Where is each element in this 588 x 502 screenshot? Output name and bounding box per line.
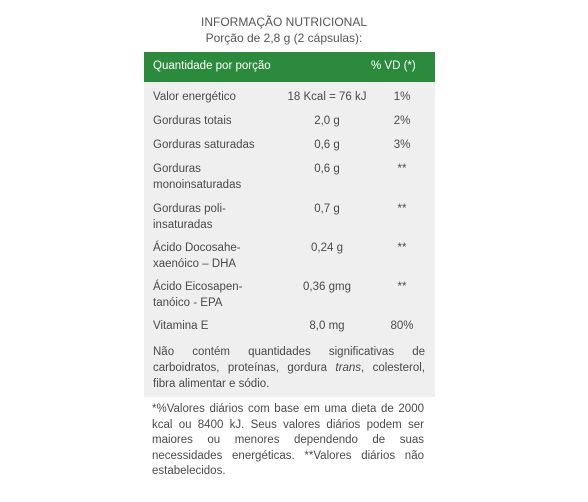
note-text-end: , colesterol, fibra alimentar e sódio. [153, 362, 425, 390]
nutrient-name-line: Gorduras [153, 163, 201, 175]
footnote: *%Valores diários com base em uma dieta de 2000 kcal ou 8400 kJ. Seus valores diários podem ser maiores ou menores dependendo de suas necessidades energéticas. **Valores diários não estabelecidos. [152, 403, 424, 477]
nutrient-quantity: 0,7 g [314, 203, 340, 215]
nutrient-name [153, 161, 273, 193]
nutrient-quantity: 2,0 g [314, 115, 340, 127]
nutrient-quantity: 0,6 g [314, 163, 340, 175]
nutrient-name: Gorduras totais [153, 115, 232, 127]
table-header [144, 52, 435, 82]
note-text: Não contém quantidades significativas de carboidratos, proteínas, gordura [153, 346, 425, 374]
nutrient-name: Vitamina E [153, 320, 209, 332]
portion-text: Porção de 2,8 g (2 cápsulas): [205, 31, 363, 45]
nutrient-vd: ** [397, 242, 407, 254]
note-italic-text: trans [335, 362, 361, 374]
nutrient-vd: 1% [393, 91, 411, 103]
nutrient-name-line: insaturadas [153, 219, 213, 231]
column-header-quantity: Quantidade por porção [153, 60, 271, 72]
nutrition-title: INFORMAÇÃO NUTRICIONAL [200, 15, 367, 29]
nutrition-table [144, 52, 435, 397]
nutrient-name [153, 240, 273, 272]
nutrient-name [153, 279, 273, 311]
nutrient-vd: ** [397, 281, 407, 293]
nutrient-vd: 3% [393, 139, 411, 151]
nutrient-name: Gorduras saturadas [153, 139, 255, 151]
nutrient-quantity: 18 Kcal = 76 kJ [287, 91, 367, 103]
nutrient-vd: 80% [390, 320, 414, 332]
nutrient-name-line: Ácido Eicosapen- [153, 281, 243, 293]
nutrient-quantity: 0,24 g [311, 242, 343, 254]
nutrient-quantity: 8,0 mg [309, 320, 345, 332]
column-header-vd: % VD (*) [371, 60, 416, 72]
nutrition-header [144, 14, 424, 46]
nutrient-vd: ** [397, 203, 407, 215]
nutrient-name-line: Gorduras poli- [153, 203, 226, 215]
nutrient-name-line: xaenóico – DHA [153, 258, 237, 270]
nutrient-name-line: Ácido Docosahe- [153, 242, 241, 254]
nutrient-name [153, 201, 273, 233]
nutrient-quantity: 0,6 g [314, 139, 340, 151]
nutrient-name: Valor energético [153, 91, 236, 103]
nutrition-note [153, 344, 425, 392]
nutrient-vd: 2% [393, 115, 411, 127]
nutrient-vd: ** [397, 163, 407, 175]
nutrient-name-line: tanóico - EPA [153, 297, 223, 309]
nutrient-name-line: monoinsaturadas [153, 179, 242, 191]
nutrient-quantity: 0,36 gmg [303, 281, 351, 293]
